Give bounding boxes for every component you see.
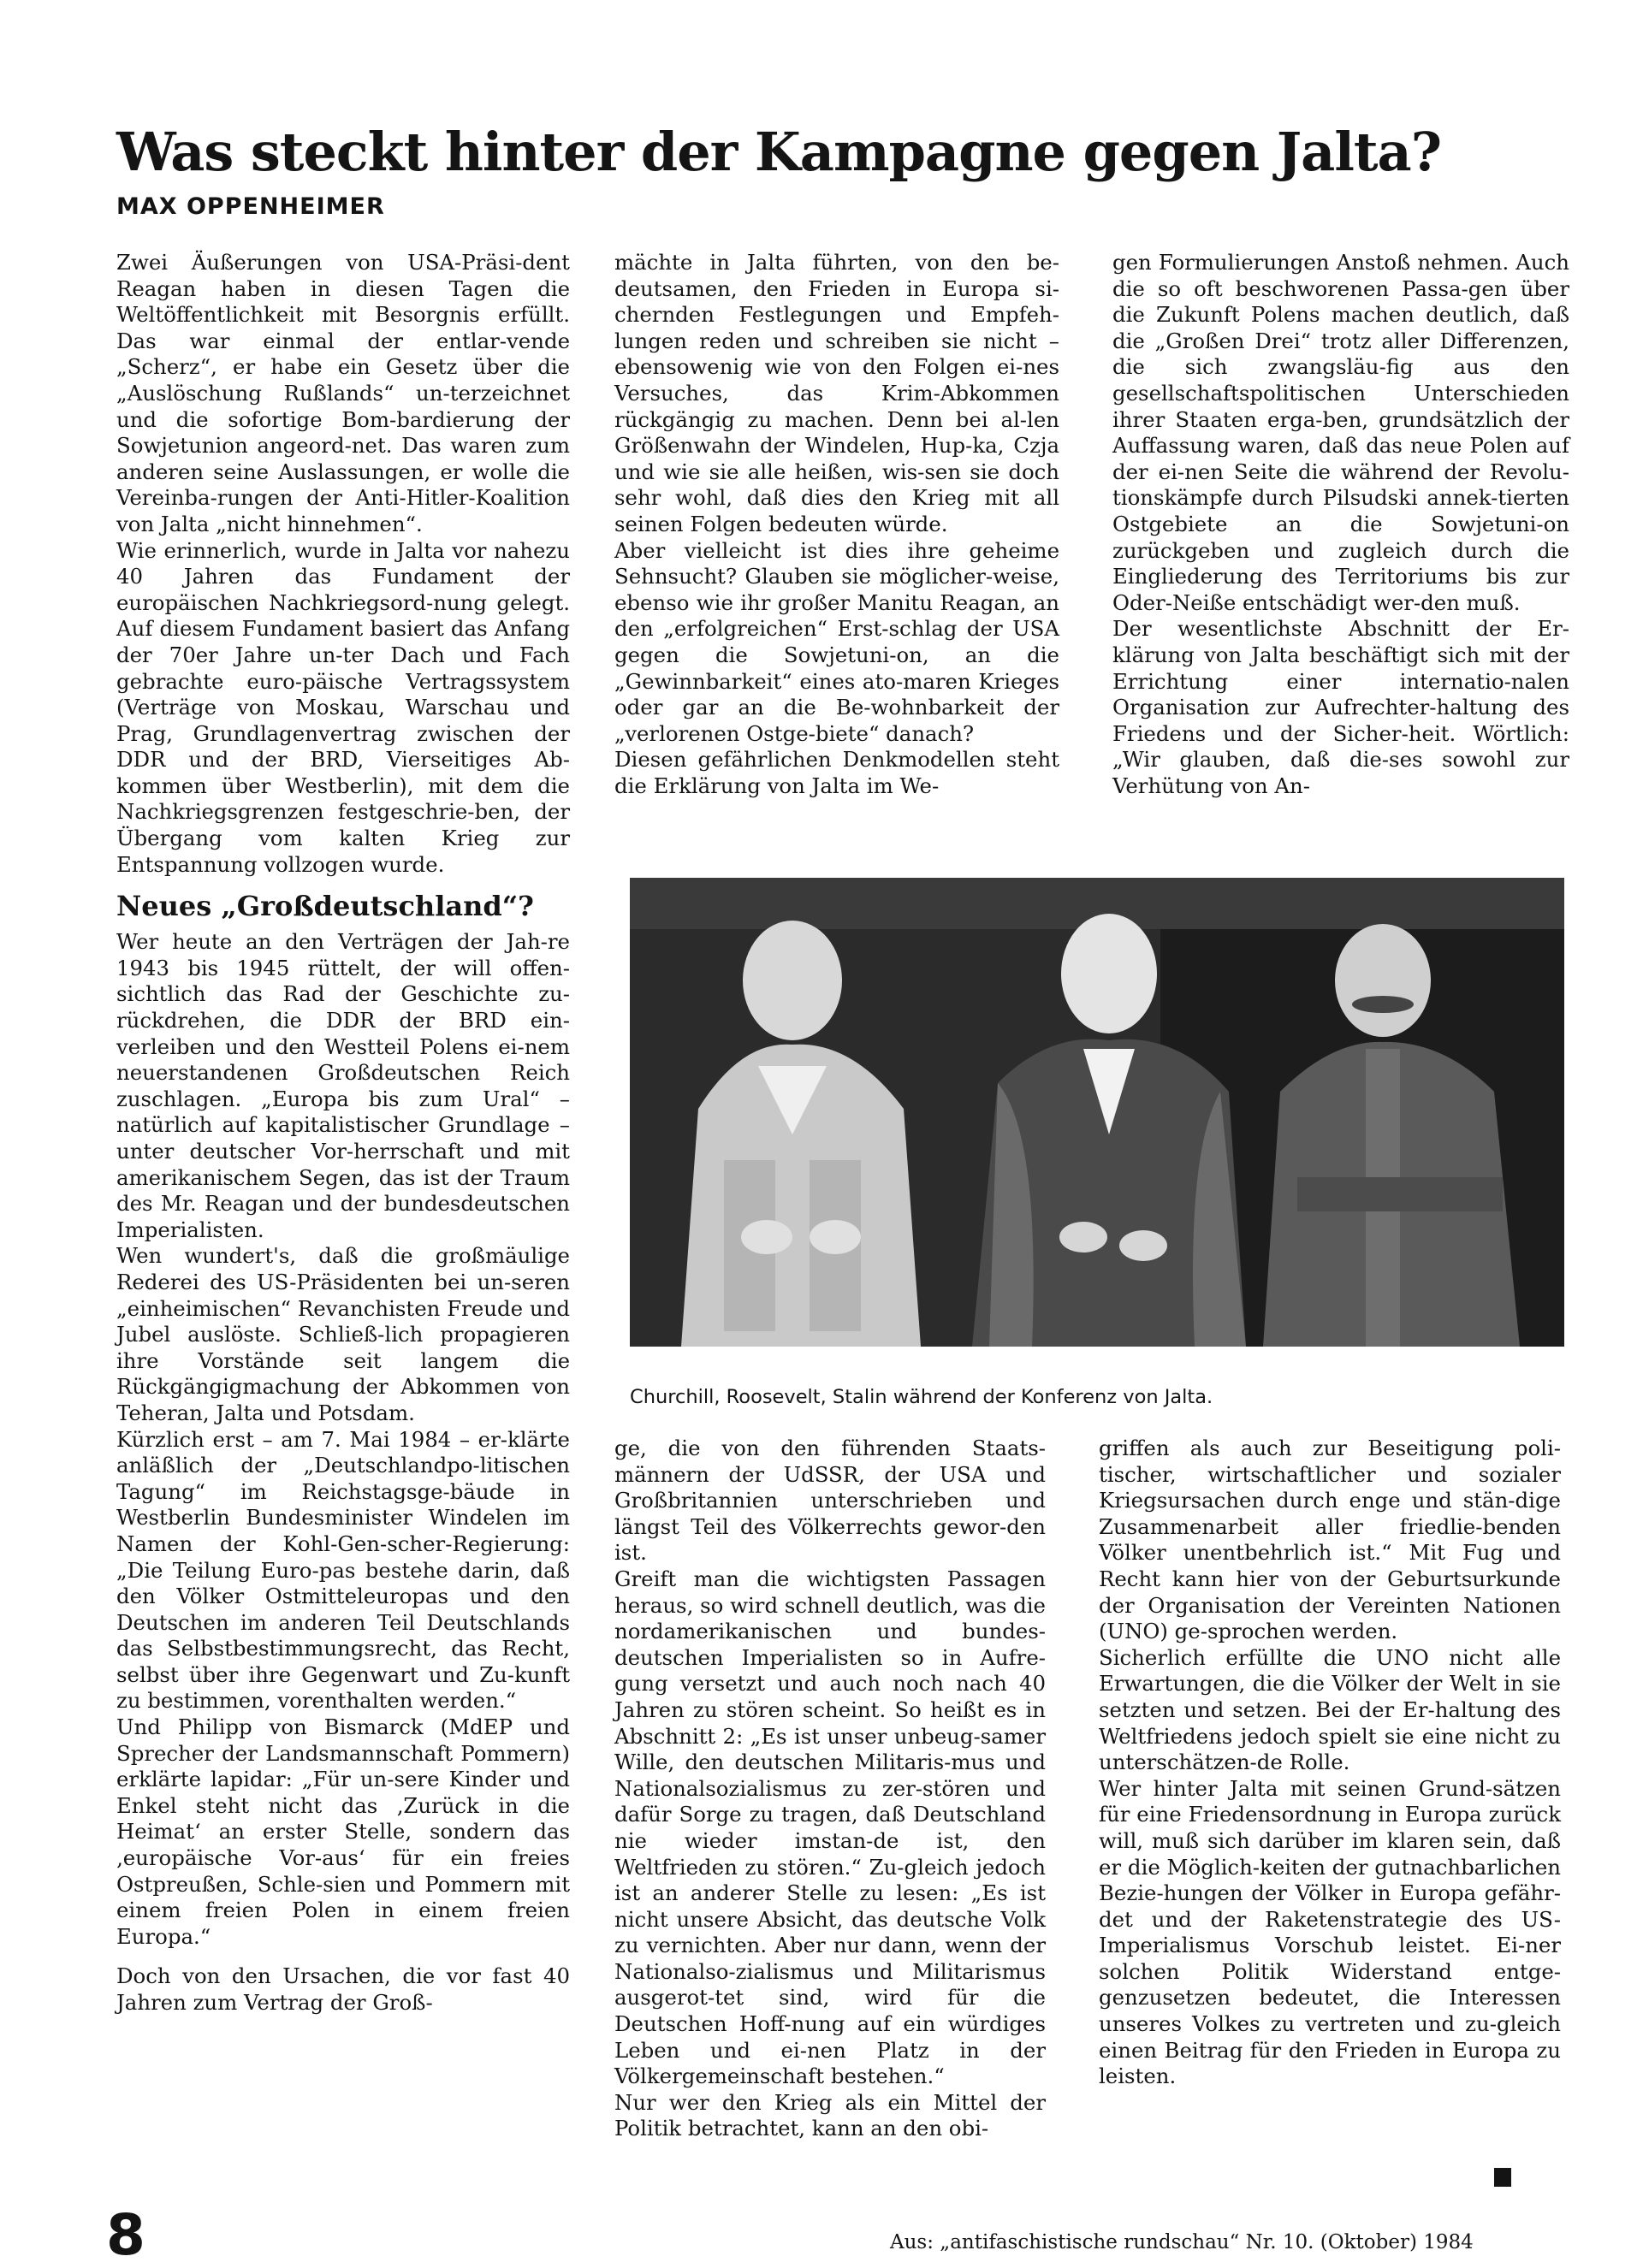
- paragraph: Zwei Äußerungen von USA-Präsi-dent Reagan haben in diesen Tagen die Weltöffentlichkeit mit Besorgnis erfüllt. Das war einmal der entlar-vende „Scherz“, er habe ein Gesetz über die „Auslöschung Rußlands“ un-terzeichnet und die sofortige Bom-bardierung der Sowjetunion angeord-net. Das waren zum anderen seine Auslassungen, er wolle die Vereinba-rungen der Anti-Hitler-Koalition von Jalta „nicht hinnehmen“.: [116, 250, 570, 536]
- author-byline: MAX OPPENHEIMER: [116, 193, 385, 220]
- photo-illustration: [630, 878, 1564, 1347]
- column-2-top: [614, 250, 1059, 799]
- column-1: [116, 250, 570, 2016]
- paragraph: Kürzlich erst – am 7. Mai 1984 – er-klärte anläßlich der „Deutschlandpo-litischen Tagung“ im Reichstagsge-bäude in Westberlin Bundesminister Windelen im Namen der Kohl-Gen-scher-Regierung: „Die Teilung Euro-pas bestehe darin, daß den Völker Ostmitteleuropas und den Deutschen im anderen Teil Deutschlands das Selbstbestimmungsrecht, das Recht, selbst über ihre Gegenwart und Zu-kunft zu bestimmen, vorenthalten werden.“: [116, 1426, 570, 1714]
- article-headline: Was steckt hinter der Kampagne gegen Jalta?: [116, 121, 1442, 183]
- paragraph: Greift man die wichtigsten Passagen heraus, so wird schnell deutlich, was die nordamerikanischen und bundes-deutschen Imperialisten so in Aufre-gung versetzt und auch noch nach 40 Jahren zu stören scheint. So heißt es in Abschnitt 2: „Es ist unser unbeug-samer Wille, den deutschen Militaris-mus und Nationalsozialismus zu zer-stören und dafür Sorge zu tragen, daß Deutschland nie wieder imstan-de ist, den Weltfrieden zu stören.“ Zu-gleich jedoch ist an anderer Stelle zu lesen: „Es ist nicht unsere Absicht, das deutsche Volk zu vernichten. Aber nur dann, wenn der Nationalso-zialismus und Militarismus ausgerot-tet sind, wird für die Deutschen Hoff-nung auf ein würdiges Leben und ei-nen Platz in der Völkergemeinschaft bestehen.“: [614, 1566, 1046, 2089]
- paragraph: Wer heute an den Verträgen der Jah-re 1943 bis 1945 rüttelt, der will offen-sichtlich das Rad der Geschichte zu-rückdrehen, die DDR der BRD ein-verleiben und den Westteil Polens ei-nem neuerstandenen Großdeutschen Reich zuschlagen. „Europa bis zum Ural“ – natürlich auf kapitalistischer Grundlage – unter deutscher Vor-herrschaft und mit amerikanischem Segen, das ist der Traum des Mr. Reagan und der bundesdeutschen Imperialisten.: [116, 929, 570, 1242]
- paragraph: Wie erinnerlich, wurde in Jalta vor nahezu 40 Jahren das Fundament der europäischen Nachkriegsord-nung gelegt. Auf diesem Fundament basiert das Anfang der 70er Jahre un-ter Dach und Fach gebrachte euro-päische Vertragssystem (Verträge von Moskau, Warschau und Prag, Grundlagenvertrag zwischen der DDR und der BRD, Vierseitiges Ab-kommen über Westberlin), mit dem die Nachkriegsgrenzen festgeschrie-ben, der Übergang vom kalten Krieg zur Entspannung vollzogen wurde.: [116, 537, 570, 877]
- paragraph: Aber vielleicht ist dies ihre geheime Sehnsucht? Glauben sie möglicher-weise, ebenso wie ihr großer Manitu Reagan, an den „erfolgreichen“ Erst-schlag der USA gegen die Sowjetuni-on, an die „Gewinnbarkeit“ eines ato-maren Krieges oder gar an die Be-wohnbarkeit der „verlorenen Ostge-biete“ danach?: [614, 537, 1059, 746]
- section-subheading: Neues „Großdeutschland“?: [116, 890, 534, 923]
- paragraph: Wen wundert's, daß die großmäulige Rederei des US-Präsidenten bei un-seren „einheimischen“ Revanchisten Freude und Jubel auslöste. Schließ-lich propagieren ihre Vorstände seit langem die Rückgängigmachung der Abkommen von Teheran, Jalta und Potsdam.: [116, 1243, 570, 1425]
- column-3-bottom: [1099, 1436, 1561, 2090]
- column-3-top: [1112, 250, 1569, 799]
- page-number: 8: [106, 2202, 145, 2268]
- paragraph: griffen als auch zur Beseitigung poli-tischer, wirtschaftlicher und sozialer Kriegsursachen durch enge und stän-dige Zusammenarbeit aller friedlie-benden Völker unentbehrlich ist.“ Mit Fug und Recht kann hier von der Geburtsurkunde der Organisation der Vereinten Nationen (UNO) ge-sprochen werden.: [1099, 1436, 1561, 1644]
- column-2-bottom: [614, 1436, 1046, 2142]
- paragraph: Wer hinter Jalta mit seinen Grund-sätzen für eine Friedensordnung in Europa zurück will, muß sich darüber im klaren sein, daß er die Möglich-keiten der gutnachbarlichen Bezie-hungen der Völker in Europa gefähr-det und der Raketenstrategie des US-Imperialismus Vorschub leistet. Ei-ner solchen Politik Widerstand entge-genzusetzen bedeutet, die Interessen unseres Volkes zu vertreten und zu-gleich einen Beitrag für den Frieden in Europa zu leisten.: [1099, 1775, 1561, 2089]
- yalta-conference-photo: [630, 878, 1564, 1347]
- end-of-article-mark: [1494, 2168, 1511, 2187]
- paragraph: Diesen gefährlichen Denkmodellen steht die Erklärung von Jalta im We-: [614, 747, 1059, 798]
- paragraph: mächte in Jalta führten, von den be-deutsamen, den Frieden in Europa si-chernden Festlegungen und Empfeh-lungen reden und schreiben sie nicht – ebensowenig wie von den Folgen ei-nes Versuches, das Krim-Abkommen rückgängig zu machen. Denn bei al-len Größenwahn der Windelen, Hup-ka, Czja und wie sie alle heißen, wis-sen sie doch sehr wohl, daß dies den Krieg mit all seinen Folgen bedeuten würde.: [614, 250, 1059, 536]
- paragraph: Nur wer den Krieg als ein Mittel der Politik betrachtet, kann an den obi-: [614, 2089, 1046, 2141]
- paragraph: ge, die von den führenden Staats-männern der UdSSR, der USA und Großbritannien unterschrieben und längst Teil des Völkerrechts gewor-den ist.: [614, 1436, 1046, 1566]
- source-citation: Aus: „antifaschistische rundschau“ Nr. 10. (Oktober) 1984: [890, 2231, 1474, 2253]
- paragraph: Doch von den Ursachen, die vor fast 40 Jahren zum Vertrag der Groß-: [116, 1963, 570, 2015]
- paragraph: Und Philipp von Bismarck (MdEP und Sprecher der Landsmannschaft Pommern) erklärte lapidar: „Für un-sere Kinder und Enkel steht nicht das ‚Zurück in die Heimat‘ an erster Stelle, sondern das ‚europäische Vor-aus‘ für ein freies Ostpreußen, Schle-sien und Pommern mit einem freien Polen in einem freien Europa.“: [116, 1714, 570, 1949]
- paragraph: Sicherlich erfüllte die UNO nicht alle Erwartungen, die die Völker der Welt in sie setzten und setzen. Bei der Er-haltung des Weltfriedens jedoch spielt sie eine nicht zu unterschätzen-de Rolle.: [1099, 1644, 1561, 1775]
- photo-caption: Churchill, Roosevelt, Stalin während der Konferenz von Jalta.: [630, 1386, 1213, 1408]
- paragraph: gen Formulierungen Anstoß nehmen. Auch die so oft beschworenen Passa-gen über die Zukunft Polens machen deutlich, daß die „Großen Drei“ trotz aller Differenzen, die sich zwangsläu-fig aus den gesellschaftspolitischen Unterschieden ihrer Staaten erga-ben, grundsätzlich der Auffassung waren, daß das neue Polen auf der ei-nen Seite die während der Revolu-tionskämpfe durch Pilsudski annek-tierten Ostgebiete an die Sowjetuni-on zurückgeben und zugleich durch die Eingliederung des Territoriums bis zur Oder-Neiße entschädigt wer-den muß.: [1112, 250, 1569, 615]
- paragraph: Der wesentlichste Abschnitt der Er-klärung von Jalta beschäftigt sich mit der Errichtung einer internatio-nalen Organisation zur Aufrechter-haltung des Friedens und der Sicher-heit. Wörtlich: „Wir glauben, daß die-ses sowohl zur Verhütung von An-: [1112, 616, 1569, 798]
